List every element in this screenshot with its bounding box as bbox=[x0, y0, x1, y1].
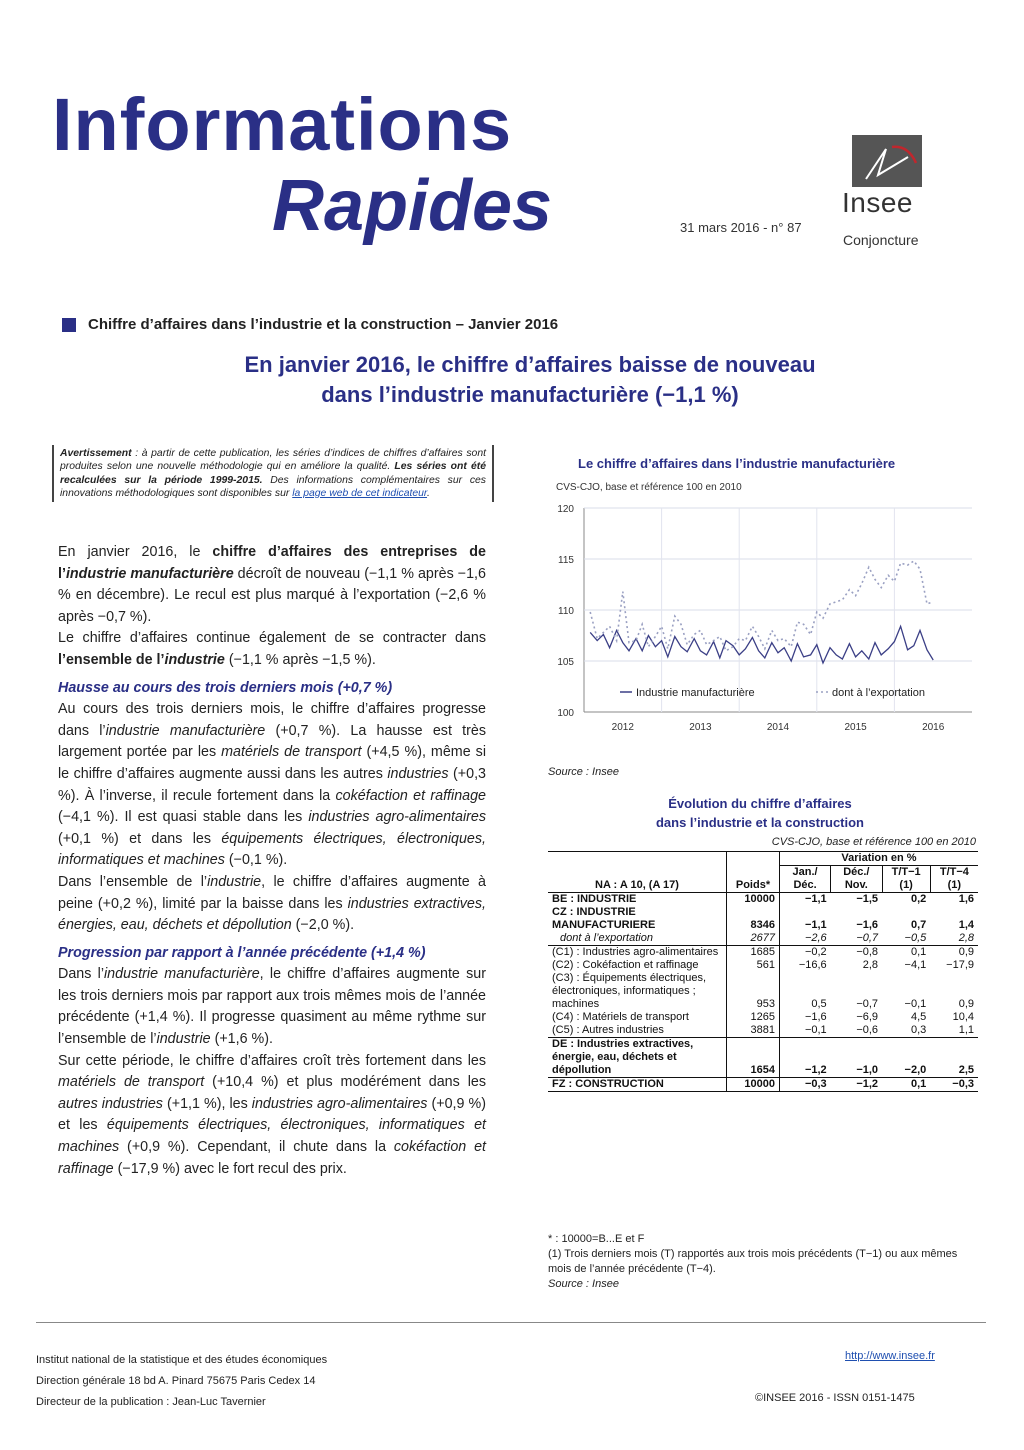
paragraph-5: Dans l’industrie manufacturière, le chiffre d’affaires augmente sur les trois derniers mois par rapport aux trois mêmes mois de l’année précédente (+1,4 %). Il progresse quasiment au même rythme sur l’ensemble de l’industrie (+1,6 %). bbox=[58, 966, 486, 1048]
table-row: (C4) : Matériels de transport 1265 −1,6 −6,9 4,5 10,4 bbox=[548, 1011, 978, 1024]
paragraph-4: Dans l’ensemble de l’industrie, le chiffre d’affaires augmente à peine (+0,2 %), limité par la baisse dans les industries extractives, énergies, eau, déchets et dépollution (−2,0 %). bbox=[58, 873, 486, 934]
table-note-1: * : 10000=B...E et F bbox=[548, 1233, 645, 1245]
table-row: dont à l’exportation 2677 −2,6 −0,7 −0,5 2,8 bbox=[548, 932, 978, 946]
table-head-c4: T/T−4 (1) bbox=[939, 866, 969, 891]
table-row: FZ : CONSTRUCTION 10000 −0,3 −1,2 0,1 −0,3 bbox=[548, 1078, 978, 1092]
y-tick-label: 100 bbox=[557, 708, 574, 719]
headline bbox=[110, 350, 950, 410]
footer-website-link[interactable]: http://www.insee.fr bbox=[845, 1350, 935, 1362]
table-source: Source : Insee bbox=[548, 1278, 619, 1290]
table-note-2: (1) Trois derniers mois (T) rapportés aux trois mois précédents (T−1) ou aux mêmes mois de l’année précédente (T−4). bbox=[548, 1248, 958, 1275]
headline-line1: En janvier 2016, le chiffre d’affaires baisse de nouveau bbox=[244, 352, 816, 377]
table-row: BE : INDUSTRIE 10000 −1,1 −1,5 0,2 1,6 bbox=[548, 893, 978, 907]
chart-source: Source : Insee bbox=[548, 766, 619, 778]
warning-text1: : à partir de cette publication, les séries d’indices de chiffres d’affaires sont produites selon une nouvelle méthodologie qui en améliore la qualité. bbox=[60, 448, 486, 473]
table-notes bbox=[548, 1232, 978, 1292]
paragraph-3: Au cours des trois derniers mois, le chiffre d’affaires progresse dans l’industrie manufacturière (+0,7 %). La hausse est très largement portée par les matériels de transport (+4,5 %), même si le chiffre d’affaires augmente aussi dans les autres industries (+0,3 %). À l’inverse, il recule fortement dans la cokéfaction et raffinage (−4,1 %). Il est quasi stable dans les industries agro-alimentaires (+0,1 %) et dans les équipements électriques, électroniques, informatiques et machines (−0,1 %). bbox=[58, 701, 487, 869]
chart-title: Le chiffre d’affaires dans l’industrie manufacturière bbox=[578, 456, 896, 471]
table-head-poids: Poids* bbox=[727, 852, 780, 893]
table-row: (C3) : Équipements électriques, électroniques, informatiques ; machines 953 0,5 −0,7 −0,1 0,9 bbox=[548, 972, 978, 1011]
table-head-c1: Jan./ Déc. bbox=[780, 866, 831, 893]
indicator-page-link[interactable]: la page web de cet indicateur bbox=[292, 487, 428, 499]
x-tick-label: 2015 bbox=[844, 722, 867, 733]
series-line-2 bbox=[590, 561, 933, 651]
y-tick-label: 110 bbox=[558, 606, 574, 617]
legend-label-1: Industrie manufacturière bbox=[636, 687, 755, 699]
series-line-1 bbox=[590, 626, 933, 663]
x-tick-label: 2012 bbox=[611, 722, 634, 733]
table-row: (C2) : Cokéfaction et raffinage 561 −16,6 2,8 −4,1 −17,9 bbox=[548, 959, 978, 972]
brand-title-line2: Rapides bbox=[272, 166, 553, 246]
warning-end: . bbox=[427, 487, 430, 499]
table-unit: CVS-CJO, base et référence 100 en 2010 bbox=[771, 836, 976, 848]
y-tick-label: 115 bbox=[558, 555, 574, 566]
x-tick-label: 2014 bbox=[766, 722, 790, 733]
warning-label: Avertissement bbox=[60, 448, 132, 459]
warning-bold: Les séries ont été recalculées sur la période 1999-2015. bbox=[60, 461, 486, 486]
table-head-label: NA : A 10, (A 17) bbox=[548, 852, 727, 893]
logo-name: Insee bbox=[842, 187, 913, 218]
footer-info bbox=[36, 1350, 327, 1413]
table-row: DE : Industries extractives, énergie, eau, déchets et dépollution 1654 −1,2 −1,0 −2,0 2,5 bbox=[548, 1038, 978, 1078]
footer-line3: Directeur de la publication : Jean-Luc Tavernier bbox=[36, 1396, 266, 1408]
logo-emblem-icon bbox=[852, 135, 922, 187]
logo-subtitle: Conjoncture bbox=[843, 232, 919, 248]
square-bullet-icon bbox=[62, 318, 76, 332]
paragraph-2: Le chiffre d’affaires continue également de se contracter dans l’ensemble de l’industrie (−1,1 % après −1,5 %). bbox=[58, 630, 486, 668]
x-tick-label: 2016 bbox=[922, 722, 945, 733]
insee-logo bbox=[842, 135, 930, 250]
section-kicker bbox=[62, 316, 558, 333]
table-head-variation: Variation en % bbox=[780, 852, 979, 866]
footer-copyright: ©INSEE 2016 - ISSN 0151-1475 bbox=[755, 1392, 915, 1404]
warning-text2: Des informations complémentaires sur ces innovations méthodologiques sont disponibles sur bbox=[60, 474, 486, 499]
footer-divider bbox=[36, 1322, 986, 1323]
issue-date: 31 mars 2016 - n° 87 bbox=[680, 220, 802, 235]
table-row: (C1) : Industries agro-alimentaires 1685 −0,2 −0,8 0,1 0,9 bbox=[548, 946, 978, 960]
table-row: (C5) : Autres industries 3881 −0,1 −0,6 0,3 1,1 bbox=[548, 1024, 978, 1038]
table-title-line1: Évolution du chiffre d’affaires bbox=[668, 796, 852, 811]
y-tick-label: 120 bbox=[557, 504, 574, 515]
subheading-2: Progression par rapport à l’année précédente (+1,4 %) bbox=[58, 944, 426, 961]
footer-line2: Direction générale 18 bd A. Pinard 75675 Paris Cedex 14 bbox=[36, 1375, 316, 1387]
paragraph-6: Sur cette période, le chiffre d’affaires croît très fortement dans les matériels de transport (+10,4 %) et plus modérément dans les autres industries (+1,1 %), les industries agro-alimentaires (+0,9 %) et les équipements électriques, électroniques, informatiques et machines (+0,9 %). Cependant, il chute dans la cokéfaction et raffinage (−17,9 %) avec le fort recul des prix. bbox=[58, 1052, 487, 1177]
turnover-table bbox=[548, 851, 978, 1092]
paragraph-1: En janvier 2016, le chiffre d’affaires des entreprises de l’industrie manufacturière décroît de nouveau (−1,1 % après −1,6 % en décembre). Le recul est plus marqué à l’exportation (−2,6 % après −0,7 %). bbox=[58, 544, 486, 625]
headline-line2: dans l’industrie manufacturière (−1,1 %) bbox=[321, 382, 739, 407]
table-title bbox=[548, 794, 972, 832]
kicker-text: Chiffre d’affaires dans l’industrie et la construction – Janvier 2016 bbox=[88, 316, 559, 333]
brand-title-line1: Informations bbox=[52, 83, 513, 166]
legend-label-2: dont à l’exportation bbox=[832, 687, 925, 699]
warning-box bbox=[52, 445, 494, 502]
x-tick-label: 2013 bbox=[689, 722, 712, 733]
footer-line1: Institut national de la statistique et des études économiques bbox=[36, 1354, 328, 1366]
table-row: CZ : INDUSTRIE MANUFACTURIERE 8346 −1,1 −1,6 0,7 1,4 bbox=[548, 906, 978, 932]
table-head-c2: Déc./ Nov. bbox=[831, 866, 882, 893]
chart-subtitle: CVS-CJO, base et référence 100 en 2010 bbox=[556, 482, 742, 493]
article-body bbox=[58, 542, 486, 1180]
subheading-1: Hausse au cours des trois derniers mois (+0,7 %) bbox=[58, 679, 393, 696]
table-title-line2: dans l’industrie et la construction bbox=[655, 815, 865, 830]
table-head-c3: T/T−1 (1) bbox=[882, 866, 930, 893]
line-chart bbox=[540, 498, 980, 746]
y-tick-label: 105 bbox=[557, 657, 574, 668]
